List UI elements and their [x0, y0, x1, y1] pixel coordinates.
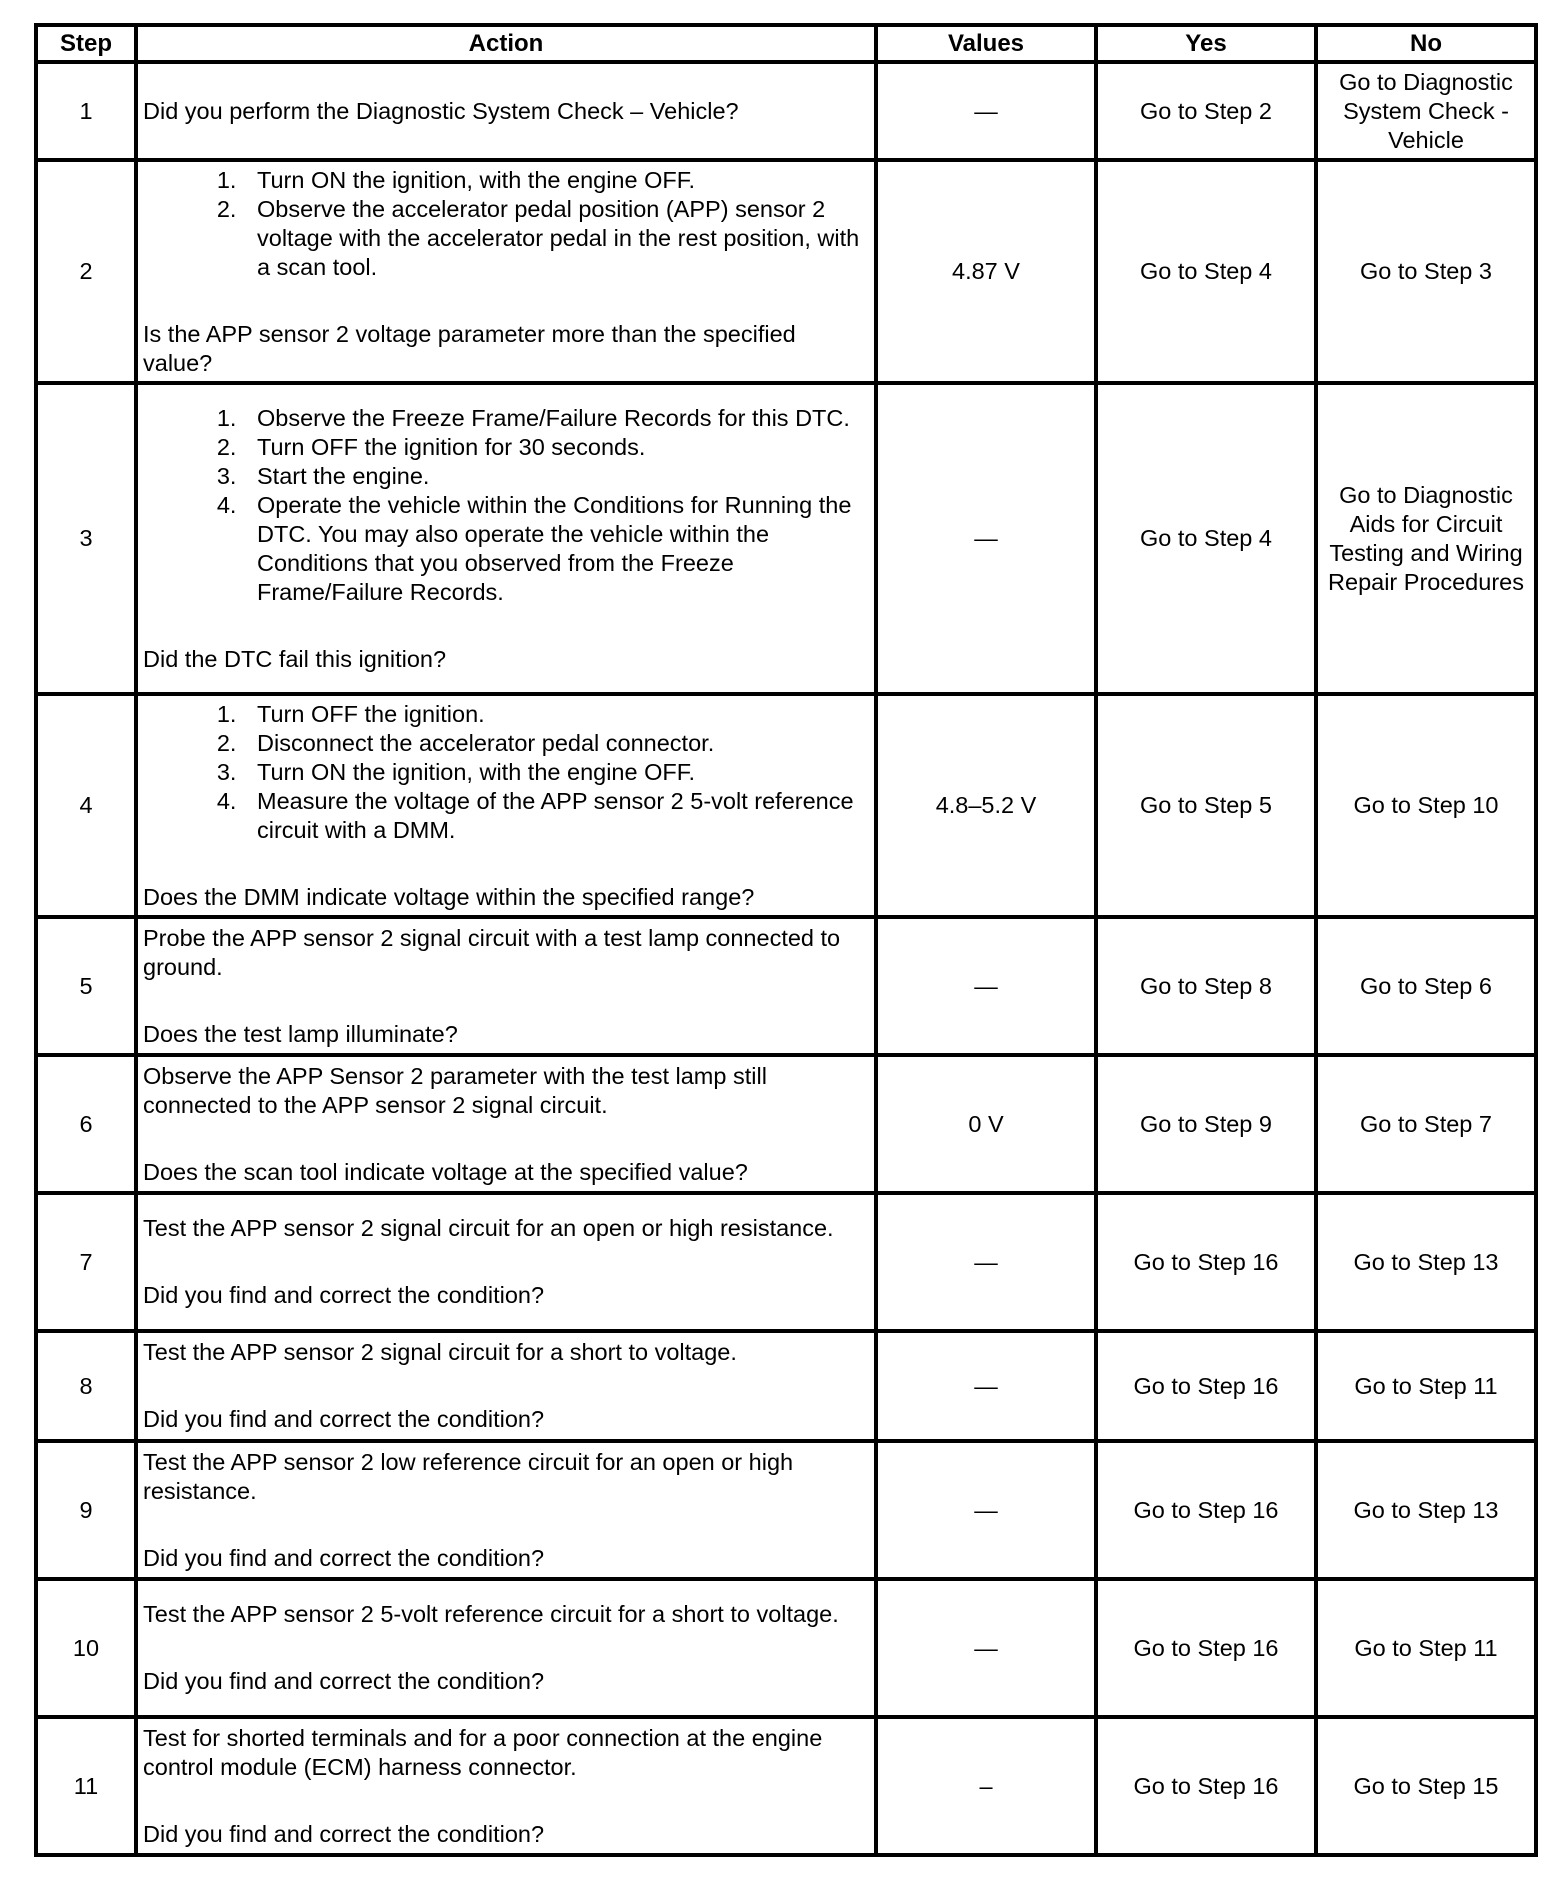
no-link[interactable]: Go to Step 13	[1316, 1441, 1536, 1579]
substep: 4. Operate the vehicle within the Conditions for Running the DTC. You may also operate the vehicle within the Conditions that you observed from the Freeze Frame/Failure Records.	[243, 491, 869, 607]
action-text: Test the APP sensor 2 low reference circuit for an open or high resistance.	[143, 1448, 794, 1504]
yes-link[interactable]: Go to Step 16	[1096, 1441, 1316, 1579]
action-cell	[136, 1193, 876, 1331]
header-row	[36, 25, 1536, 62]
yes-link[interactable]: Go to Step 16	[1096, 1579, 1316, 1717]
yes-link[interactable]: Go to Step 2	[1096, 62, 1316, 160]
no-link[interactable]: Go to Step 6	[1316, 917, 1536, 1055]
header-yes: Yes	[1096, 25, 1316, 62]
spacer	[143, 1629, 869, 1667]
step-number: 7	[36, 1193, 136, 1331]
step-number: 2	[36, 160, 136, 383]
spacer	[143, 845, 869, 883]
step-number: 9	[36, 1441, 136, 1579]
yes-link[interactable]: Go to Step 8	[1096, 917, 1316, 1055]
table-row	[36, 917, 1536, 1055]
substep-list	[143, 700, 869, 845]
table-row	[36, 1717, 1536, 1855]
no-link[interactable]: Go to Step 10	[1316, 694, 1536, 917]
step-number: 6	[36, 1055, 136, 1193]
table-row	[36, 1441, 1536, 1579]
action-text: Test the APP sensor 2 signal circuit for a short to voltage.	[143, 1339, 737, 1365]
table-row	[36, 1193, 1536, 1331]
yes-link[interactable]: Go to Step 9	[1096, 1055, 1316, 1193]
no-link[interactable]: Go to Step 7	[1316, 1055, 1536, 1193]
action-cell	[136, 1441, 876, 1579]
action-text: Test the APP sensor 2 signal circuit for an open or high resistance.	[143, 1215, 834, 1241]
substep: 2. Observe the accelerator pedal position (APP) sensor 2 voltage with the accelerator pedal in the rest position, with a scan tool.	[243, 195, 869, 282]
substep: 1. Turn ON the ignition, with the engine OFF.	[243, 166, 869, 195]
spacer	[143, 1120, 869, 1158]
no-link[interactable]: Go to Step 11	[1316, 1579, 1536, 1717]
step-number: 11	[36, 1717, 136, 1855]
spacer	[143, 607, 869, 645]
substep: 3. Turn ON the ignition, with the engine OFF.	[243, 758, 869, 787]
substep: 1. Observe the Freeze Frame/Failure Records for this DTC.	[243, 404, 869, 433]
step-number: 10	[36, 1579, 136, 1717]
action-text: Test the APP sensor 2 5-volt reference circuit for a short to voltage.	[143, 1601, 839, 1627]
step-number: 8	[36, 1331, 136, 1441]
value-cell: —	[876, 62, 1096, 160]
step-number: 3	[36, 383, 136, 694]
value-cell: –	[876, 1717, 1096, 1855]
substep-list	[143, 166, 869, 282]
value-cell: 0 V	[876, 1055, 1096, 1193]
yes-link[interactable]: Go to Step 4	[1096, 383, 1316, 694]
spacer	[143, 1506, 869, 1544]
question-text: Did you find and correct the condition?	[143, 1820, 545, 1847]
no-link[interactable]: Go to Step 13	[1316, 1193, 1536, 1331]
header-values: Values	[876, 25, 1096, 62]
question-text: Does the DMM indicate voltage within the specified range?	[143, 883, 755, 910]
header-step: Step	[36, 25, 136, 62]
yes-link[interactable]: Go to Step 16	[1096, 1193, 1316, 1331]
action-cell	[136, 694, 876, 917]
yes-link[interactable]: Go to Step 16	[1096, 1717, 1316, 1855]
value-cell: —	[876, 1331, 1096, 1441]
header-no: No	[1316, 25, 1536, 62]
spacer	[143, 982, 869, 1020]
question-text: Did you find and correct the condition?	[143, 1544, 545, 1571]
yes-link[interactable]: Go to Step 5	[1096, 694, 1316, 917]
action-cell	[136, 1579, 876, 1717]
value-cell: —	[876, 1579, 1096, 1717]
step-number: 5	[36, 917, 136, 1055]
no-link[interactable]: Go to Diagnostic System Check - Vehicle	[1316, 62, 1536, 160]
action-text: Did you perform the Diagnostic System Check – Vehicle?	[143, 97, 739, 124]
substep: 3. Start the engine.	[243, 462, 869, 491]
spacer	[143, 1782, 869, 1820]
no-link[interactable]: Go to Step 11	[1316, 1331, 1536, 1441]
action-text: Test for shorted terminals and for a poor connection at the engine control module (ECM) harness connector.	[143, 1724, 823, 1780]
question-text: Did the DTC fail this ignition?	[143, 645, 447, 672]
table-row	[36, 62, 1536, 160]
substep: 1. Turn OFF the ignition.	[243, 700, 869, 729]
action-cell	[136, 383, 876, 694]
question-text: Is the APP sensor 2 voltage parameter more than the specified value?	[143, 320, 796, 376]
action-cell	[136, 1717, 876, 1855]
action-text: Probe the APP sensor 2 signal circuit with a test lamp connected to ground.	[143, 924, 841, 980]
table-row	[36, 1579, 1536, 1717]
step-number: 4	[36, 694, 136, 917]
substep: 2. Turn OFF the ignition for 30 seconds.	[243, 433, 869, 462]
table-row	[36, 383, 1536, 694]
header-action: Action	[136, 25, 876, 62]
value-cell: 4.87 V	[876, 160, 1096, 383]
spacer	[143, 1243, 869, 1281]
value-cell: 4.8–5.2 V	[876, 694, 1096, 917]
value-cell: —	[876, 1441, 1096, 1579]
action-cell	[136, 160, 876, 383]
question-text: Does the test lamp illuminate?	[143, 1020, 458, 1047]
value-cell: —	[876, 1193, 1096, 1331]
spacer	[143, 282, 869, 320]
table-row	[36, 694, 1536, 917]
spacer	[143, 1367, 869, 1405]
action-cell	[136, 1331, 876, 1441]
diagnostic-table	[34, 23, 1538, 1857]
question-text: Did you find and correct the condition?	[143, 1406, 545, 1432]
substep: 2. Disconnect the accelerator pedal connector.	[243, 729, 869, 758]
question-text: Does the scan tool indicate voltage at the specified value?	[143, 1158, 748, 1185]
substep-list	[143, 404, 869, 607]
value-cell: —	[876, 383, 1096, 694]
step-number: 1	[36, 62, 136, 160]
yes-link[interactable]: Go to Step 16	[1096, 1331, 1316, 1441]
action-cell	[136, 917, 876, 1055]
value-cell: —	[876, 917, 1096, 1055]
action-text: Observe the APP Sensor 2 parameter with the test lamp still connected to the APP sensor 2 signal circuit.	[143, 1062, 767, 1118]
substep: 4. Measure the voltage of the APP sensor 2 5-volt reference circuit with a DMM.	[243, 787, 869, 845]
yes-link[interactable]: Go to Step 4	[1096, 160, 1316, 383]
no-link[interactable]: Go to Step 3	[1316, 160, 1536, 383]
action-cell	[136, 1055, 876, 1193]
table-row	[36, 1331, 1536, 1441]
question-text: Did you find and correct the condition?	[143, 1282, 545, 1308]
no-link[interactable]: Go to Diagnostic Aids for Circuit Testing and Wiring Repair Procedures	[1316, 383, 1536, 694]
table-row	[36, 1055, 1536, 1193]
question-text: Did you find and correct the condition?	[143, 1668, 545, 1694]
table-row	[36, 160, 1536, 383]
no-link[interactable]: Go to Step 15	[1316, 1717, 1536, 1855]
action-cell	[136, 62, 876, 160]
